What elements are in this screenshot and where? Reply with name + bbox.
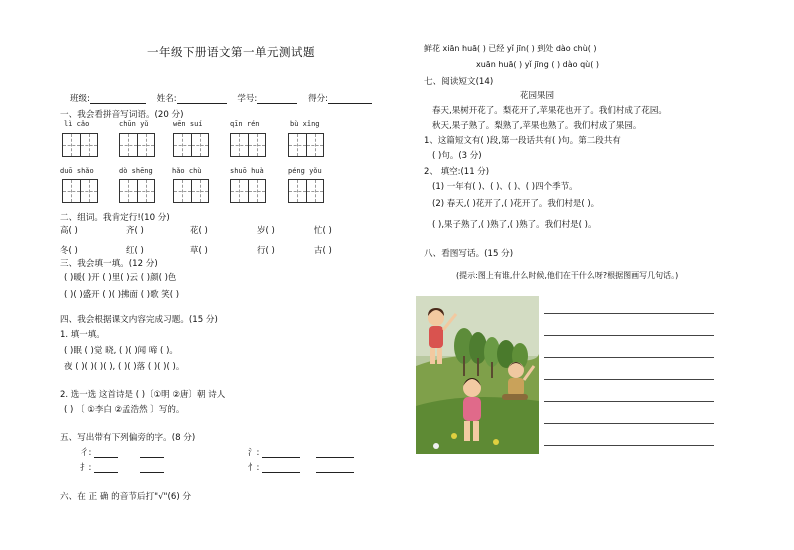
pinyin-choice-line-1: 鲜花 xiān huā( ) 已经 yǐ jīn( ) 到处 dào chù( ) <box>424 44 597 53</box>
radical-row <box>80 461 164 473</box>
section1-heading: 一、我会看拼音写词语。(20 分) <box>60 110 184 120</box>
pinyin-choice-line-2: xuān huā( ) yǐ jīng ( ) dào qù( ) <box>476 60 600 69</box>
radical-row <box>248 446 354 458</box>
pinyin-10: péng yǒu <box>288 167 322 175</box>
radical-blank[interactable] <box>316 463 354 473</box>
question-2a: (1) 一年有( )、( )、( )、( )四个季节。 <box>432 182 578 192</box>
writing-line[interactable] <box>544 379 714 380</box>
illustration-svg <box>416 296 539 454</box>
word-item: 岁( ) <box>257 226 275 236</box>
writing-grid[interactable] <box>288 133 324 157</box>
radical-label: 忄: <box>248 463 260 473</box>
writing-grid[interactable] <box>119 133 155 157</box>
section8-heading: 八、看图写话。(15 分) <box>424 249 514 259</box>
radical-label: 彳: <box>80 448 92 458</box>
word-item: 红( ) <box>126 246 144 256</box>
info-line <box>70 92 372 104</box>
score-label: 得分: <box>308 94 328 104</box>
passage-title: 花园果园 <box>520 91 555 101</box>
writing-line[interactable] <box>544 445 714 446</box>
radical-blank[interactable] <box>140 463 164 473</box>
word-item: 行( ) <box>257 246 275 256</box>
section7-heading: 七、阅读短文(14) <box>424 77 494 87</box>
writing-grid[interactable] <box>288 179 324 203</box>
passage-paragraph-2: 秋天,果子熟了。梨熟了,苹果也熟了。我们村成了果园。 <box>432 121 642 131</box>
word-item: 忙( ) <box>314 226 332 236</box>
pinyin-8: hǎo chù <box>172 167 202 175</box>
name-field[interactable] <box>177 94 227 104</box>
writing-grid[interactable] <box>62 179 98 203</box>
section3-heading: 三、我会填一填。(12 分) <box>60 259 158 269</box>
section6-heading: 六、在 正 确 的音节后打"√"(6) 分 <box>60 492 192 502</box>
poem-line-1: ( )眠 ( )觉 晓, ( )( )闻 啼 ( )。 <box>64 346 178 356</box>
pinyin-3: wēn suí <box>173 120 203 128</box>
section2-heading: 二、组词。我肯定行!(10 分) <box>60 213 170 223</box>
writing-hint: (提示:图上有谁,什么时候,他们在干什么呀?根据图画写几句话。) <box>456 271 679 280</box>
section5-heading: 五、写出带有下列偏旁的字。(8 分) <box>60 433 196 443</box>
sub-question-1: 1. 填一填。 <box>60 330 105 340</box>
pinyin-9: shuō huà <box>230 167 264 175</box>
class-label: 班级: <box>70 94 90 104</box>
id-field[interactable] <box>257 94 297 104</box>
word-item: 齐( ) <box>126 226 144 236</box>
question-2: 2、 填空:(11 分) <box>424 167 490 177</box>
pinyin-6: duō shǎo <box>60 167 94 175</box>
radical-blank[interactable] <box>262 463 300 473</box>
pinyin-4: qīn rén <box>230 120 260 128</box>
question-2b: (2) 春天,( )花开了,( )花开了。我们村是( )。 <box>432 199 600 209</box>
word-item: 高( ) <box>60 226 78 236</box>
sub-question-2b: ( ) 〔 ①李白 ②孟浩然 〕写的。 <box>64 405 185 415</box>
fill-row-2: ( )( )盛开 ( )( )拂面 ( )歌 笑( ) <box>64 290 180 300</box>
word-item: 草( ) <box>190 246 208 256</box>
writing-grid[interactable] <box>230 133 266 157</box>
question-2c: ( ),果子熟了,( )熟了,( )熟了。我们村是( )。 <box>432 220 597 230</box>
score-field[interactable] <box>328 94 372 104</box>
exam-title: 一年级下册语文第一单元测试题 <box>147 45 315 59</box>
writing-grid[interactable] <box>62 133 98 157</box>
radical-row <box>248 461 354 473</box>
poem-line-2: 夜 ( )( )( )( ), ( )( )落 ( )( )( )。 <box>64 362 185 372</box>
word-item: 冬( ) <box>60 246 78 256</box>
radical-label: 氵: <box>248 448 260 458</box>
writing-line[interactable] <box>544 423 714 424</box>
writing-line[interactable] <box>544 335 714 336</box>
section4-heading: 四、我会根据课文内容完成习题。(15 分) <box>60 315 218 325</box>
radical-blank[interactable] <box>262 448 300 458</box>
writing-grid[interactable] <box>230 179 266 203</box>
id-label: 学号: <box>237 94 258 104</box>
children-playing-illustration <box>416 296 539 454</box>
writing-grid[interactable] <box>173 133 209 157</box>
sub-question-2: 2. 选一选 这首诗是 ( )〔①明 ②唐〕朝 诗人 <box>60 390 226 400</box>
pinyin-1: lì cǎo <box>64 120 90 128</box>
fill-row-1: ( )暖( )开 ( )里( )云 ( )颜( )色 <box>64 273 177 283</box>
pinyin-2: chūn yǔ <box>119 120 149 128</box>
pinyin-7: dò shēng <box>119 167 153 175</box>
question-1b: ( )句。(3 分) <box>432 151 482 161</box>
radical-label: 扌: <box>80 463 92 473</box>
writing-line[interactable] <box>544 313 714 314</box>
radical-blank[interactable] <box>94 463 118 473</box>
name-label: 姓名: <box>156 94 177 104</box>
writing-line[interactable] <box>544 357 714 358</box>
pinyin-5: bù xǐng <box>290 120 320 128</box>
class-field[interactable] <box>90 94 146 104</box>
radical-blank[interactable] <box>94 448 118 458</box>
radical-blank[interactable] <box>316 448 354 458</box>
writing-grid[interactable] <box>119 179 155 203</box>
radical-blank[interactable] <box>140 448 164 458</box>
word-item: 花( ) <box>190 226 208 236</box>
writing-line[interactable] <box>544 401 714 402</box>
question-1: 1、这篇短文有( )段,第一段话共有( )句。第二段共有 <box>424 136 621 146</box>
passage-paragraph-1: 春天,果树开花了。梨花开了,苹果花也开了。我们村成了花园。 <box>432 106 667 116</box>
writing-grid[interactable] <box>173 179 209 203</box>
word-item: 古( ) <box>314 246 332 256</box>
radical-row <box>80 446 164 458</box>
